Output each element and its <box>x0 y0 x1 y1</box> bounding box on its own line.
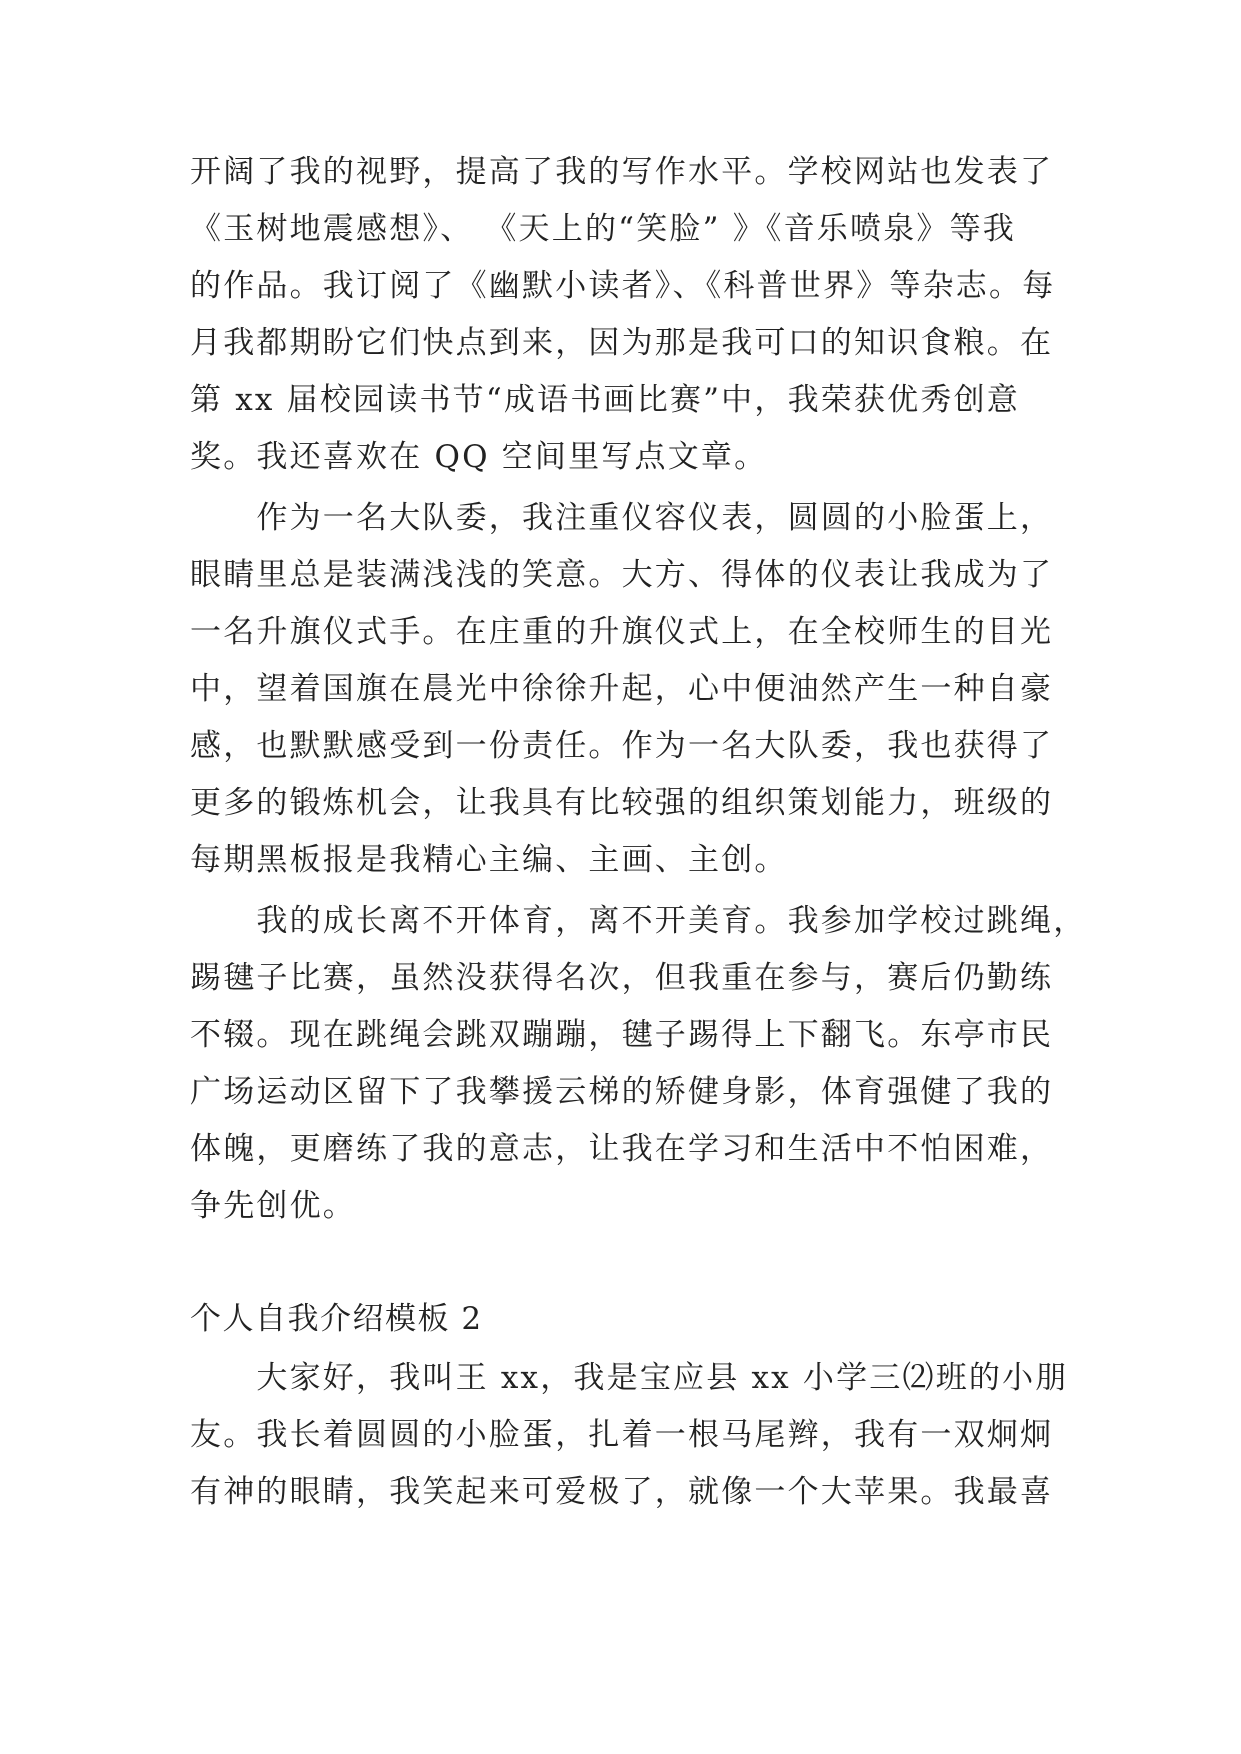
text-line: 更多的锻炼机会，让我具有比较强的组织策划能力，班级的 <box>190 785 1054 821</box>
text-line: 中，望着国旗在晨光中徐徐升起，心中便油然产生一种自豪 <box>190 671 1054 707</box>
text-line: 月我都期盼它们快点到来，因为那是我可口的知识食粮。在 <box>190 325 1054 361</box>
text-line: 奖。我还喜欢在 QQ 空间里写点文章。 <box>190 439 768 475</box>
text-line: 作为一名大队委，我注重仪容仪表，圆圆的小脸蛋上， <box>190 500 1054 536</box>
text-line: 眼睛里总是装满浅浅的笑意。大方、得体的仪表让我成为了 <box>190 557 1054 593</box>
text-line: 的作品。我订阅了《幽默小读者》、《科普世界》等杂志。每 <box>190 268 1056 304</box>
text-line: 体魄，更磨练了我的意志，让我在学习和生活中不怕困难， <box>190 1131 1054 1167</box>
text-line: 我的成长离不开体育，离不开美育。我参加学校过跳绳， <box>190 903 1087 939</box>
text-line: 每期黑板报是我精心主编、主画、主创。 <box>190 842 788 878</box>
text-line: 感，也默默感受到一份责任。作为一名大队委，我也获得了 <box>190 728 1054 764</box>
text-line: 大家好，我叫王 xx，我是宝应县 xx 小学三⑵班的小朋 <box>190 1360 1069 1396</box>
text-line: 广场运动区留下了我攀援云梯的矫健身影，体育强健了我的 <box>190 1074 1054 1110</box>
text-line: 一名升旗仪式手。在庄重的升旗仪式上，在全校师生的目光 <box>190 614 1054 650</box>
section-heading: 个人自我介绍模板 2 <box>190 1301 483 1337</box>
text-line: 踢毽子比赛，虽然没获得名次，但我重在参与，赛后仍勤练 <box>190 960 1054 996</box>
text-line: 《玉树地震感想》、 《天上的“笑脸” 》《音乐喷泉》等我 <box>190 211 1017 247</box>
text-line: 有神的眼睛，我笑起来可爱极了，就像一个大苹果。我最喜 <box>190 1474 1054 1510</box>
text-line: 争先创优。 <box>190 1188 356 1224</box>
text-line: 第 xx 届校园读书节“成语书画比赛”中，我荣获优秀创意 <box>190 382 1020 418</box>
text-line: 友。我长着圆圆的小脸蛋，扎着一根马尾辫，我有一双炯炯 <box>190 1417 1054 1453</box>
text-line: 不辍。现在跳绳会跳双蹦蹦，毽子踢得上下翻飞。东亭市民 <box>190 1017 1054 1053</box>
text-line: 开阔了我的视野，提高了我的写作水平。学校网站也发表了 <box>190 154 1054 190</box>
